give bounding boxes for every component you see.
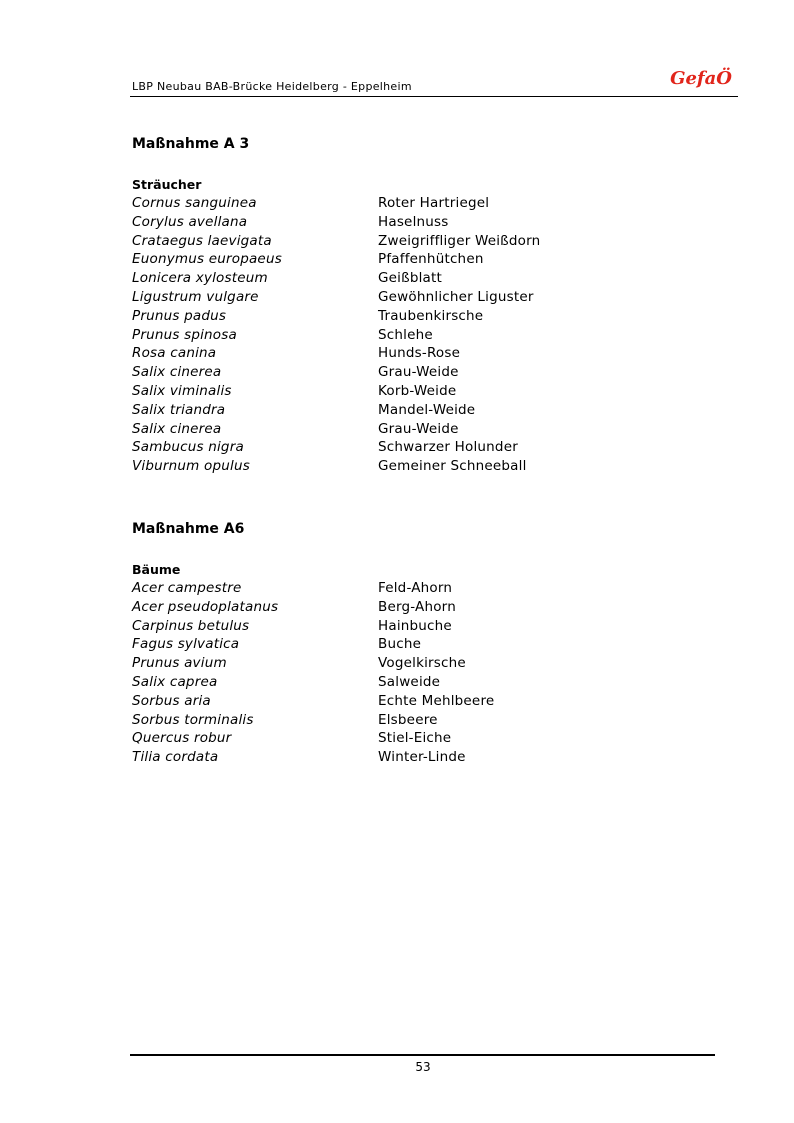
latin-name: Prunus spinosa — [132, 326, 237, 343]
gefao-logo: GefaÖ — [670, 68, 732, 89]
common-name: Geißblatt — [378, 270, 443, 287]
latin-name: Salix cinerea — [132, 364, 222, 381]
common-name: Berg-Ahorn — [378, 598, 456, 615]
latin-name: Salix caprea — [132, 673, 218, 690]
species-row — [132, 326, 692, 345]
species-row — [132, 438, 692, 457]
species-row — [132, 729, 692, 748]
common-name: Winter-Linde — [378, 749, 466, 766]
common-name: Hainbuche — [378, 617, 452, 634]
species-row — [132, 382, 692, 401]
species-row — [132, 344, 692, 363]
common-name: Zweigriffliger Weißdorn — [378, 232, 541, 249]
species-row — [132, 673, 692, 692]
latin-name: Carpinus betulus — [132, 617, 250, 634]
common-name: Hunds-Rose — [378, 345, 461, 362]
latin-name: Quercus robur — [132, 730, 232, 747]
species-row — [132, 269, 692, 288]
page-number: 53 — [415, 1060, 431, 1074]
common-name: Elsbeere — [378, 711, 438, 728]
common-name: Grau-Weide — [378, 420, 459, 437]
common-name: Gemeiner Schneeball — [378, 458, 527, 475]
latin-name: Euonymus europaeus — [132, 251, 282, 268]
common-name: Salweide — [378, 673, 441, 690]
latin-name: Prunus padus — [132, 307, 227, 324]
species-row — [132, 692, 692, 711]
latin-name: Salix triandra — [132, 401, 226, 418]
species-row — [132, 194, 692, 213]
species-row — [132, 748, 692, 767]
latin-name: Prunus avium — [132, 655, 227, 672]
common-name: Haselnuss — [378, 213, 449, 230]
latin-name: Acer pseudoplatanus — [132, 598, 279, 615]
common-name: Buche — [378, 636, 422, 653]
latin-name: Acer campestre — [132, 579, 242, 596]
latin-name: Viburnum opulus — [132, 458, 250, 475]
common-name: Grau-Weide — [378, 364, 459, 381]
species-row — [132, 598, 692, 617]
group-title: Sträucher — [132, 177, 202, 192]
common-name: Schlehe — [378, 326, 433, 343]
species-row — [132, 711, 692, 730]
species-row — [132, 579, 692, 598]
section-massnahme-a3 — [132, 135, 692, 476]
species-row — [132, 420, 692, 439]
latin-name: Cornus sanguinea — [132, 195, 257, 211]
common-name: Echte Mehlbeere — [378, 692, 495, 709]
species-list — [132, 579, 692, 767]
document-body — [132, 135, 692, 767]
species-list — [132, 194, 692, 476]
common-name: Pfaffenhütchen — [378, 251, 484, 268]
common-name: Feld-Ahorn — [378, 579, 453, 596]
latin-name: Sorbus torminalis — [132, 711, 254, 728]
footer-divider — [130, 1054, 715, 1056]
section-massnahme-a6 — [132, 520, 692, 767]
common-name: Korb-Weide — [378, 382, 457, 399]
common-name: Traubenkirsche — [378, 307, 484, 324]
latin-name: Crataegus laevigata — [132, 232, 272, 249]
common-name: Stiel-Eiche — [378, 730, 452, 747]
latin-name: Sambucus nigra — [132, 439, 244, 456]
species-row — [132, 213, 692, 232]
latin-name: Lonicera xylosteum — [132, 270, 268, 287]
species-row — [132, 401, 692, 420]
latin-name: Corylus avellana — [132, 213, 248, 230]
header-title: LBP Neubau BAB-Brücke Heidelberg - Eppelheim — [132, 80, 412, 93]
latin-name: Sorbus aria — [132, 692, 211, 709]
latin-name: Rosa canina — [132, 345, 217, 362]
species-row — [132, 363, 692, 382]
common-name: Mandel-Weide — [378, 401, 476, 418]
latin-name: Fagus sylvatica — [132, 636, 240, 653]
species-row — [132, 654, 692, 673]
section-spacer — [132, 476, 692, 520]
species-row — [132, 617, 692, 636]
group-title: Bäume — [132, 561, 181, 577]
header-divider — [130, 96, 738, 97]
species-row — [132, 232, 692, 251]
section-title: Maßnahme A 3 — [132, 136, 250, 152]
latin-name: Salix viminalis — [132, 382, 232, 399]
species-row — [132, 635, 692, 654]
species-row — [132, 457, 692, 476]
latin-name: Salix cinerea — [132, 420, 222, 437]
species-row — [132, 307, 692, 326]
common-name: Roter Hartriegel — [378, 195, 490, 211]
latin-name: Tilia cordata — [132, 749, 219, 766]
common-name: Gewöhnlicher Liguster — [378, 288, 534, 305]
common-name: Schwarzer Holunder — [378, 439, 518, 456]
latin-name: Ligustrum vulgare — [132, 288, 259, 305]
common-name: Vogelkirsche — [378, 655, 466, 672]
species-row — [132, 288, 692, 307]
species-row — [132, 250, 692, 269]
section-title: Maßnahme A6 — [132, 520, 245, 537]
